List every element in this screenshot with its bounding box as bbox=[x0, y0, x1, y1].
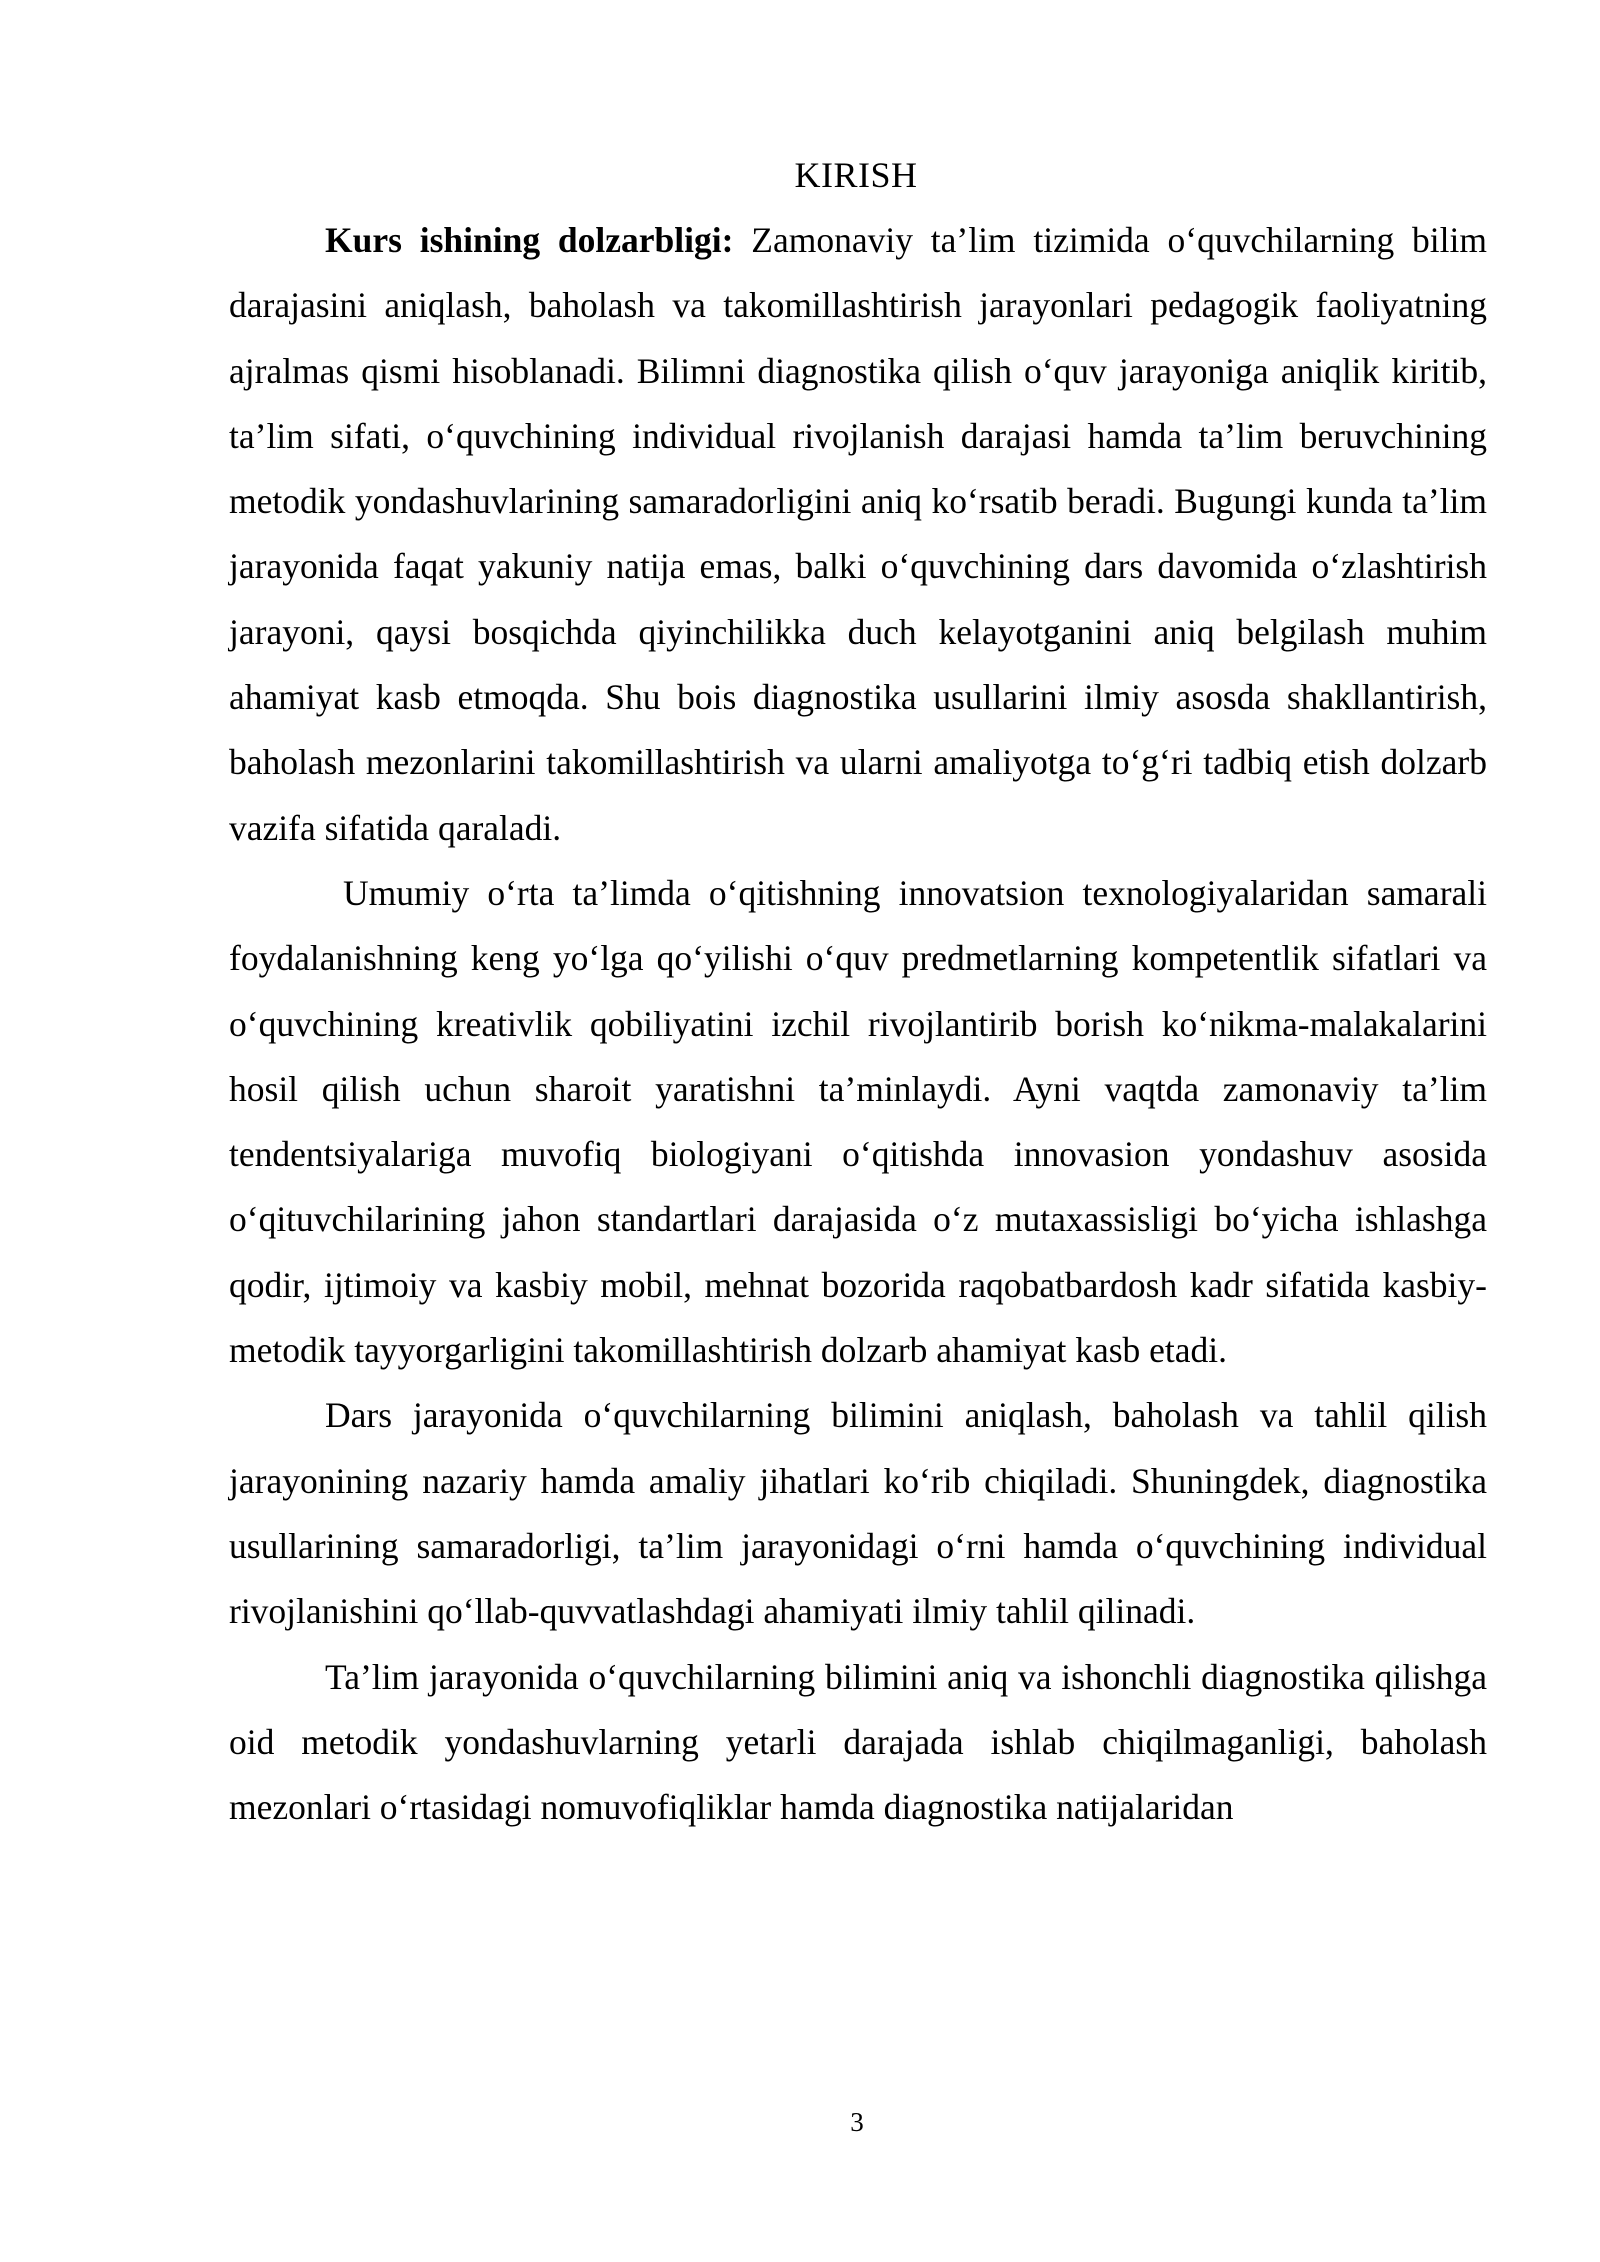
paragraph-relevance bbox=[229, 208, 1487, 861]
paragraph-diagnostics: Ta’lim jarayonida o‘quvchilarning bilimini aniq va ishonchli diagnostika qilishga oid metodik yondashuvlarning yetarli darajada ishlab chiqilmaganligi, baholash mezonlari o‘rtasidagi nomuvofiqliklar hamda diagnostika natijalaridan bbox=[229, 1656, 1487, 1828]
body-text bbox=[229, 208, 1487, 1840]
paragraph-lead: Kurs ishining dolzarbligi: bbox=[325, 220, 734, 260]
paragraph-innovation: Umumiy o‘rta ta’limda o‘qitishning innovatsion texnologiyalaridan samarali foydalanishning keng yo‘lga qo‘yilishi o‘quv predmetlarning kompetentlik sifatlari va o‘quvchining kreativlik qobiliyatini izchil rivojlantirib borish ko‘nikma-malakalarini hosil qilish uchun sharoit yaratishni ta’minlaydi. Ayni vaqtda zamonaviy ta’lim tendentsiyalariga muvofiq biologiyani o‘qitishda innovasion yondashuv asosida o‘qituvchilarining jahon standartlari darajasida o‘z mutaxassisligi bo‘yicha ishlashga qodir, ijtimoiy va kasbiy mobil, mehnat bozorida raqobatbardosh kadr sifatida kasbiy-metodik tayyorgarligini takomillashtirish dolzarb ahamiyat kasb etadi. bbox=[229, 872, 1487, 1371]
paragraph-text: Zamonaviy ta’lim tizimida o‘quvchilarning bilim darajasini aniqlash, baholash va takomillashtirish jarayonlari pedagogik faoliyatning ajralmas qismi hisoblanadi. Bilimni diagnostika qilish o‘quv jarayoniga aniqlik kiritib, ta’lim sifati, o‘quvchining individual rivojlanish darajasi hamda ta’lim beruvchining metodik yondashuvlarining samaradorligini aniq ko‘rsatib beradi. Bugungi kunda ta’lim jarayonida faqat yakuniy natija emas, balki o‘quvchining dars davomida o‘zlashtirish jarayoni, qaysi bosqichda qiyinchilikka duch kelayotganini aniq belgilash muhim ahamiyat kasb etmoqda. Shu bois diagnostika usullarini ilmiy asosda shakllantirish, baholash mezonlarini takomillashtirish va ularni amaliyotga to‘g‘ri tadbiq etish dolzarb vazifa sifatida qaraladi. bbox=[229, 220, 1488, 848]
page-number: 3 bbox=[850, 2107, 864, 2137]
paragraph-lesson-process: Dars jarayonida o‘quvchilarning bilimini aniqlash, baholash va tahlil qilish jarayonining nazariy hamda amaliy jihatlari ko‘rib chiqiladi. Shuningdek, diagnostika usullarining samaradorligi, ta’lim jarayonidagi o‘rni hamda o‘quvchining individual rivojlanishini qo‘llab-quvvatlashdagi ahamiyati ilmiy tahlil qilinadi. bbox=[229, 1395, 1487, 1632]
page-heading: KIRISH bbox=[794, 155, 918, 195]
